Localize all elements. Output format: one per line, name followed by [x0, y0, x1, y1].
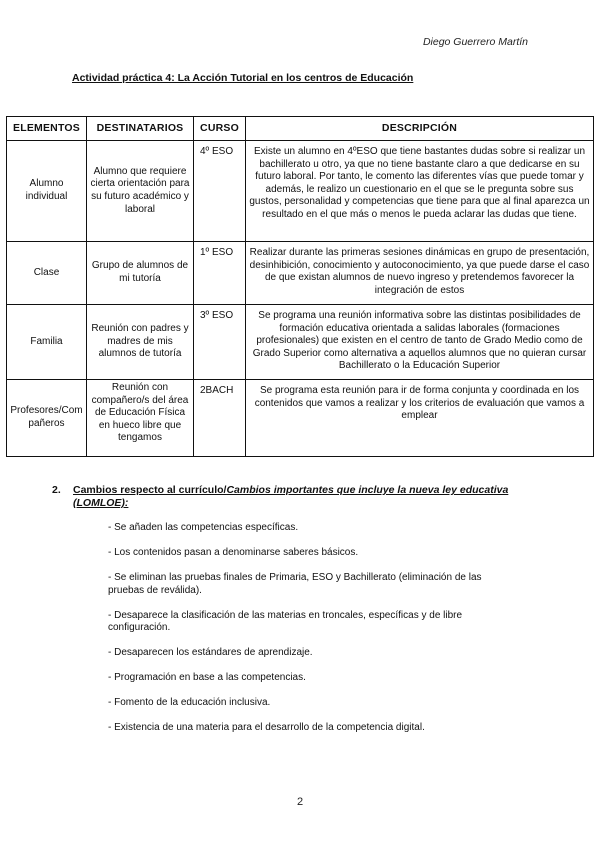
section-heading-text [73, 484, 522, 510]
cell-elemento: Alumno individual [7, 141, 87, 242]
list-item: - Existencia de una materia para el desarrollo de la competencia digital. [108, 722, 425, 733]
author-name: Diego Guerrero Martín [422, 36, 528, 48]
list-item: - Fomento de la educación inclusiva. [108, 697, 271, 708]
cell-curso: 2BACH [194, 380, 246, 457]
section-number: 2. [52, 484, 61, 496]
list-item: - Programación en base a las competencias. [108, 672, 306, 683]
table-row [7, 141, 594, 242]
list-item: - Se eliminan las pruebas finales de Primaria, ESO y Bachillerato (eliminación de las pruebas de reválida). [108, 572, 482, 596]
list-item: - Desaparecen los estándares de aprendizaje. [108, 647, 313, 658]
cell-destinatarios: Alumno que requiere cierta orientación para su futuro académico y laboral [87, 141, 194, 242]
list-item: - Desaparece la clasificación de las materias en troncales, específicas y de libre configuración. [108, 609, 463, 633]
list-item: - Los contenidos pasan a denominarse saberes básicos. [108, 547, 359, 558]
column-header-curso: CURSO [194, 117, 246, 141]
list-item: - Se añaden las competencias específicas. [108, 522, 299, 533]
table-row [7, 380, 594, 457]
cell-elemento: Clase [7, 242, 87, 305]
column-header-destinatarios: DESTINATARIOS [87, 117, 194, 141]
cell-descripcion: Se programa esta reunión para ir de forma conjunta y coordinada en los contenidos que vamos a realizar y los criterios de evaluación que vamos a emplear [246, 380, 594, 457]
section-heading-italic: Cambios importantes que incluye la nueva ley educativa (LOMLOE): [73, 484, 509, 509]
cell-descripcion: Se programa una reunión informativa sobre las distintas posibilidades de formación educativa orientada a salidas laborales (formaciones profesionales) que existen en el centro de tanto de Grado Medio como de Grado Superior como alternativa a aquellos alumnos que no quieran cursar Bachillerato o la Educación Superior [246, 305, 594, 380]
tutorial-action-table [6, 116, 594, 457]
cell-descripcion: Realizar durante las primeras sesiones dinámicas en grupo de presentación, desinhibición, conocimiento y autoconocimiento, ya que puede darse el caso de que existan alumnos de nuevo ingreso y pretendemos favorecer la integración de estos [246, 242, 594, 305]
cell-destinatarios: Reunión con compañero/s del área de Educación Física en hueco libre que tengamos [87, 380, 194, 457]
table-row [7, 305, 594, 380]
cell-curso: 4º ESO [194, 141, 246, 242]
cell-descripcion: Existe un alumno en 4ºESO que tiene bastantes dudas sobre si realizar un bachillerato u otro, ya que no tiene bastante claro a que dedicarse en su futuro laboral. Por tanto, le comento las diferentes vías que puede tomar y además, le realizo un cuestionario en el que se le pregunta sobre sus gustos, personalidad y competencias que tiene para que al final aparezca un resultado en el que más o menos le pueda aclarar las dudas que tiene. [246, 141, 594, 242]
cell-destinatarios: Grupo de alumnos de mi tutoría [87, 242, 194, 305]
column-header-elementos: ELEMENTOS [7, 117, 87, 141]
column-header-descripcion: DESCRIPCIÓN [246, 117, 594, 141]
cell-elemento: Profesores/Compañeros [7, 380, 87, 457]
table-row [7, 242, 594, 305]
section-2-heading [52, 484, 522, 510]
document-title: Actividad práctica 4: La Acción Tutorial en los centros de Educación [72, 72, 414, 84]
table-header-row [7, 117, 594, 141]
cell-curso: 3º ESO [194, 305, 246, 380]
cell-elemento: Familia [7, 305, 87, 380]
cell-curso: 1º ESO [194, 242, 246, 305]
cell-destinatarios: Reunión con padres y madres de mis alumnos de tutoría [87, 305, 194, 380]
curriculum-changes-list [108, 522, 508, 747]
page-number: 2 [296, 796, 304, 808]
section-heading-plain: Cambios respecto al currículo/ [73, 484, 227, 496]
